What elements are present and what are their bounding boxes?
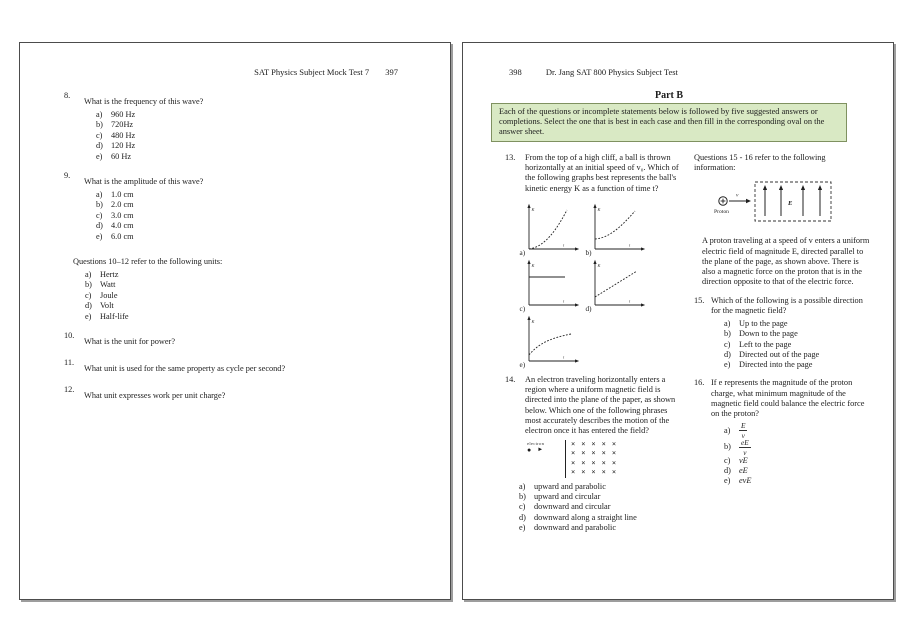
option-letter: e) [724, 360, 731, 370]
option-value: Up to the page [739, 319, 788, 329]
option-item [85, 291, 450, 301]
graph-letter-label: c) [519, 304, 526, 313]
question-text: Which of the following is a possible direction for the magnetic field? [711, 295, 863, 315]
option-letter: d) [724, 349, 731, 359]
e-field-label: E [788, 200, 793, 208]
option-item [519, 513, 683, 523]
options-list [85, 270, 450, 322]
option-item [96, 190, 450, 200]
option-letter: a) [519, 481, 526, 491]
option-item [96, 152, 450, 162]
option-item [85, 280, 450, 290]
running-header-right [463, 67, 893, 77]
option-value: 960 Hz [111, 110, 136, 119]
option-item [85, 301, 450, 311]
graph-y-label: K [597, 206, 601, 212]
graph-y-label: K [531, 318, 535, 324]
option-letter: c) [96, 210, 103, 220]
question-block-14 [505, 375, 683, 437]
graph-letter-label: b) [585, 248, 592, 257]
velocity-label: v [736, 192, 739, 199]
q13-graph-a [519, 203, 585, 259]
option-letter: a) [96, 190, 103, 200]
option-item [85, 312, 450, 322]
option-value: vE [739, 455, 748, 465]
option-value: Down to the page [739, 329, 798, 339]
proton-efield-diagram [708, 178, 860, 226]
page-number: 397 [385, 67, 398, 77]
question-block-13 [505, 153, 683, 194]
option-value: Volt [100, 301, 114, 311]
graph-y-label: K [531, 206, 535, 212]
question-number: 13. [505, 152, 516, 162]
option-value: 6.0 cm [111, 231, 134, 241]
option-item [724, 466, 891, 476]
question-number: 11. [64, 358, 75, 368]
question-number: 12. [64, 385, 75, 395]
field-symbol-row: ××××× [571, 468, 623, 477]
graph-y-label: K [597, 262, 601, 268]
electron-particle [527, 447, 565, 454]
q15-options [724, 319, 891, 370]
option-item [519, 492, 683, 502]
option-item [519, 523, 683, 533]
option-letter: e) [724, 476, 731, 486]
electron-dot-icon: ● [527, 445, 532, 454]
option-letter: e) [85, 311, 92, 321]
q13-graph-d [585, 259, 651, 315]
proton-label: Proton [714, 209, 729, 216]
fraction-numerator: eE [741, 438, 749, 448]
option-letter: b) [519, 491, 526, 501]
column-right [694, 153, 891, 534]
option-item [724, 476, 891, 486]
option-item [519, 482, 683, 492]
option-value: Hertz [100, 270, 119, 280]
option-letter: b) [96, 120, 103, 130]
option-value: Left to the page [739, 339, 792, 349]
option-value: Directed into the page [739, 360, 813, 370]
option-value: Half-life [100, 311, 129, 321]
question-body [84, 171, 450, 242]
q15-16-description: A proton traveling at a speed of v enters a uniform electric field of magnitude E, directed parallel to the plane of the page, as shown above. There is also a magnetic force on the proton that is in the direction opposite to that of the electric force. [702, 236, 870, 287]
option-value: 1.0 cm [111, 190, 134, 200]
option-item [724, 456, 891, 466]
electron-label: electron [527, 440, 545, 446]
question-body [84, 385, 450, 403]
q13-graph-e [519, 315, 585, 371]
graph-curve [595, 211, 635, 239]
option-letter: a) [96, 110, 103, 119]
option-item [724, 439, 891, 456]
question-number: 16. [694, 378, 705, 388]
option-value: upward and circular [534, 491, 601, 501]
question-block [64, 358, 450, 376]
graph-x-label: t [629, 242, 631, 248]
arrow-right-icon: ► [537, 447, 544, 454]
option-letter: c) [724, 455, 731, 465]
option-item [724, 360, 891, 370]
option-letter: b) [85, 280, 92, 290]
option-value: 720Hz [111, 120, 134, 130]
option-value: 3.0 cm [111, 210, 134, 220]
option-value: Watt [100, 280, 116, 290]
option-letter: c) [96, 130, 103, 140]
option-letter: d) [96, 141, 103, 151]
graph-curve [529, 210, 567, 249]
option-item [724, 319, 891, 329]
option-item [96, 141, 450, 151]
question-body [84, 331, 450, 349]
question-block-15 [694, 296, 891, 317]
option-value: 480 Hz [111, 130, 136, 140]
option-letter: c) [85, 290, 92, 300]
question-text: Questions 10–12 refer to the following units: [73, 257, 223, 267]
q14-options [519, 482, 683, 534]
graph-x-label: t [629, 298, 631, 304]
question-text: From the top of a high cliff, a ball is thrown horizontally at an initial speed of v₀. Which of the following graphs best represents the ball's kinetic energy K as a function of time t? [525, 152, 679, 193]
column-left [505, 153, 683, 534]
page-right [462, 42, 894, 600]
option-value: 4.0 cm [111, 221, 134, 231]
q13-graph-c [519, 259, 585, 315]
option-letter: a) [85, 270, 92, 280]
instructions-box: Each of the questions or incomplete statements below is followed by five suggested answers or completions. Select the one that is best in each case and then fill in the corresponding oval on the answer sheet. [491, 103, 847, 142]
option-item [724, 329, 891, 339]
q13-graph-b [585, 203, 651, 259]
option-letter: e) [96, 151, 103, 161]
question-body [84, 91, 450, 162]
option-letter: e) [519, 523, 526, 533]
question-number: 9. [64, 171, 71, 181]
graph-x-label: t [563, 242, 565, 248]
page-number: 398 [509, 67, 522, 77]
header-title: Dr. Jang SAT 800 Physics Subject Test [545, 67, 678, 77]
question-number [64, 251, 70, 322]
options-list [96, 110, 450, 162]
left-page-body [20, 77, 450, 403]
field-symbol-row: ××××× [571, 458, 623, 467]
graph-y-label: K [531, 262, 535, 268]
option-item [96, 110, 450, 120]
question-text: What is the frequency of this wave? [84, 97, 204, 106]
option-value: 2.0 cm [111, 200, 134, 210]
question-block [64, 251, 450, 322]
option-letter: d) [519, 512, 526, 522]
question-number: 15. [694, 295, 705, 305]
question-block [64, 91, 450, 162]
option-item [96, 232, 450, 242]
q15-16-intro: Questions 15 - 16 refer to the following information: [694, 152, 826, 172]
question-text: What unit is used for the same property as cycle per second? [84, 364, 286, 374]
electron-source [527, 440, 565, 478]
graph-x-label: t [563, 298, 565, 304]
option-item [724, 340, 891, 350]
two-column-layout [463, 153, 893, 534]
option-value: Joule [100, 290, 118, 300]
option-value: upward and parabolic [534, 481, 606, 491]
q13-answer-graphs [519, 203, 665, 371]
question-text: What is the amplitude of this wave? [84, 177, 204, 187]
question-number: 14. [505, 374, 516, 384]
header-title: SAT Physics Subject Mock Test 7 [254, 67, 370, 77]
option-letter: d) [724, 466, 731, 476]
option-letter: c) [724, 339, 731, 349]
fraction-value [739, 422, 747, 439]
question-text: If e represents the magnitude of the proton charge, what minimum magnitude of the magnetic field could balance the electric force on the proton? [711, 378, 865, 419]
option-letter: a) [724, 425, 731, 435]
option-item [724, 350, 891, 360]
option-value: eE [739, 466, 748, 476]
question-text: What unit expresses work per unit charge? [84, 391, 226, 401]
question-text: An electron traveling horizontally enters a region where a uniform magnetic field is directed into the plane of the paper, as shown below. Which one of the following phrases most accurately describes the motion of the electron once it has entered the field? [525, 374, 676, 436]
question-block [64, 331, 450, 349]
question-block [64, 385, 450, 403]
graph-curve [529, 334, 571, 355]
page-left [19, 42, 451, 600]
option-letter: b) [724, 442, 731, 452]
graph-curve [595, 271, 637, 297]
question-body [73, 251, 450, 322]
option-item [85, 270, 450, 280]
fraction-value [739, 439, 751, 456]
option-letter: a) [724, 319, 731, 329]
option-value: evE [739, 476, 752, 486]
option-item [96, 211, 450, 221]
running-header-left [20, 67, 450, 77]
graph-letter-label: d) [585, 304, 592, 313]
option-letter: b) [724, 329, 731, 339]
option-value: downward along a straight line [534, 512, 637, 522]
option-letter: e) [96, 231, 103, 241]
option-letter: b) [96, 200, 103, 210]
part-b-heading: Part B [654, 90, 684, 101]
e-field-arrows [763, 185, 822, 216]
question-block [64, 171, 450, 242]
field-symbol-row: ××××× [571, 439, 623, 448]
option-letter: d) [85, 301, 92, 311]
question-text: What is the unit for power? [84, 337, 176, 347]
fraction-numerator: E [741, 421, 746, 431]
graph-letter-label: e) [519, 360, 526, 369]
q16-options [724, 422, 891, 486]
question-body [84, 358, 450, 376]
option-item [96, 120, 450, 130]
option-item [96, 200, 450, 210]
electron-field-diagram [527, 440, 683, 478]
question-number: 8. [64, 91, 71, 100]
option-item [96, 221, 450, 231]
option-value: downward and circular [534, 502, 611, 512]
option-value: 120 Hz [111, 141, 136, 151]
graph-x-label: t [563, 354, 565, 360]
question-block-16 [694, 378, 891, 419]
option-value: downward and parabolic [534, 523, 617, 533]
option-value: 60 Hz [111, 151, 132, 161]
graph-letter-label: a) [519, 248, 526, 257]
options-list [96, 190, 450, 242]
option-item [96, 131, 450, 141]
option-item [724, 422, 891, 439]
fraction-denominator: v [741, 430, 745, 440]
fraction-denominator: v [743, 447, 747, 457]
field-symbol-row: ××××× [571, 449, 623, 458]
question-number: 10. [64, 331, 75, 341]
option-letter: d) [96, 221, 103, 231]
option-letter: c) [519, 502, 526, 512]
magnetic-field-into-page-grid [565, 440, 622, 478]
option-item [519, 502, 683, 512]
option-value: Directed out of the page [739, 349, 820, 359]
